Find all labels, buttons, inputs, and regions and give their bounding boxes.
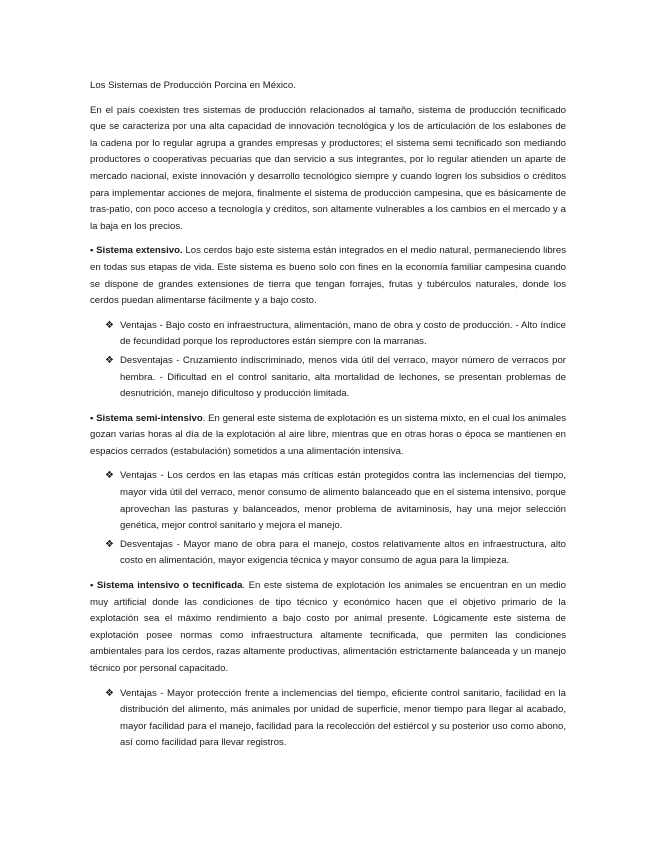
list-item-text: Ventajas - Los cerdos en las etapas más críticas están protegidos contra las inclemencias del tiempo, mayor vida útil del verraco, menor consumo de alimento balanceado que en el sistema intensivo, porque aprovechan las pasturas y balanceados, menor problema de avitaminosis, hay una mejor selección genética, mejor control sanitario y mejora el manejo.	[120, 470, 566, 532]
list-item-text: Desventajas - Mayor mano de obra para el manejo, costos relativamente altos en infraestructura, alto costo en alimentación, mayor exigencia técnica y mayor consumo de agua para la limpieza.	[120, 538, 566, 567]
section-semi-intensive-heading: • Sistema semi-intensivo	[90, 412, 203, 424]
diamond-bullet-icon: ❖	[105, 319, 114, 331]
list-item	[105, 353, 566, 403]
section-extensive-list	[90, 318, 566, 403]
document-title: Los Sistemas de Producción Porcina en México.	[90, 80, 296, 91]
intro-paragraph: En el país coexisten tres sistemas de producción relacionados al tamaño, sistema de producción tecnificado que se caracteriza por una alta capacidad de innovación tecnológica y los de articulación de los eslabones de la cadena por lo regular agrupa a grandes empresas y productores; el sistema semi tecnificado son mediando productores o cooperativas pecuarias que dan servicio a sus integrantes, por lo regular atienden un aparte de mercado nacional, existe innovación y desarrollo tecnológico siempre y cuando logren los subsidios o créditos para implementar acciones de mejora, finalmente el sistema de producción campesina, que es básicamente de tras-patio, con poco acceso a tecnología y créditos, son altamente vulnerables a los cambios en el mercado y a la baja en los precios.	[90, 104, 566, 232]
section-intensive-text: . En este sistema de explotación los animales se encuentran en un medio muy artificial donde las condiciones de tipo técnico y económico hacen que el objetivo primario de la explotación sea el máximo rendimiento a bajo costo por animal presente. Lógicamente este sistema de explotación posee normas como infraestructura altamente tecnificada, que permiten las condiciones ambientales para los cerdos, razas altamente productivas, alimentación estrictamente balanceada y un manejo técnico por personal capacitado.	[90, 580, 566, 674]
list-item	[105, 686, 566, 752]
section-semi-intensive-paragraph	[90, 411, 566, 461]
list-item-text: Ventajas - Bajo costo en infraestructura, alimentación, mano de obra y costo de producción. - Alto índice de fecundidad porque los reproductores están siempre con la marranas.	[120, 319, 566, 348]
section-semi-intensive-text: . En general este sistema de explotación es un sistema mixto, en el cual los animales gozan varias horas al día de la explotación al aire libre, mientras que en otras horas o época se mantienen en espacios cerrados (estabulación) sometidos a una alimentación intensiva.	[90, 412, 566, 457]
list-item-text: Ventajas - Mayor protección frente a inclemencias del tiempo, eficiente control sanitario, facilidad en la distribución del alimento, más animales por unidad de superficie, menor tiempo para llegar al acabado, mayor facilidad para el manejo, facilidad para la recolección del estiércol y su posterior uso como abono, así como facilidad para llevar registros.	[120, 687, 566, 749]
list-item	[105, 318, 566, 351]
list-item-text: Desventajas - Cruzamiento indiscriminado, menos vida útil del verraco, mayor número de verracos por hembra. - Dificultad en el control sanitario, alta mortalidad de lechones, se presentan problemas de desnutrición, manejo dificultoso y producción limitada.	[120, 354, 566, 400]
diamond-bullet-icon: ❖	[105, 538, 114, 550]
section-intensive-list	[90, 686, 566, 752]
diamond-bullet-icon: ❖	[105, 354, 114, 366]
section-intensive-paragraph	[90, 578, 566, 678]
list-item	[105, 537, 566, 570]
section-intensive-heading: • Sistema intensivo o tecnificada	[90, 580, 243, 592]
list-item	[105, 468, 566, 534]
section-extensive-heading: • Sistema extensivo.	[90, 245, 183, 257]
document-page	[90, 78, 566, 760]
diamond-bullet-icon: ❖	[105, 470, 114, 482]
section-extensive-paragraph	[90, 243, 566, 309]
diamond-bullet-icon: ❖	[105, 687, 114, 699]
section-extensive-text: Los cerdos bajo este sistema están integrados en el medio natural, permaneciendo libres en todas sus etapas de vida. Este sistema es bueno solo con fines en la economía familiar campesina cuando se dispone de grandes extensiones de tierra que tengan forrajes, frutas y tubérculos naturales, donde los cerdos puedan alimentarse fácilmente y a bajo costo.	[90, 245, 566, 307]
section-semi-intensive-list	[90, 468, 566, 570]
